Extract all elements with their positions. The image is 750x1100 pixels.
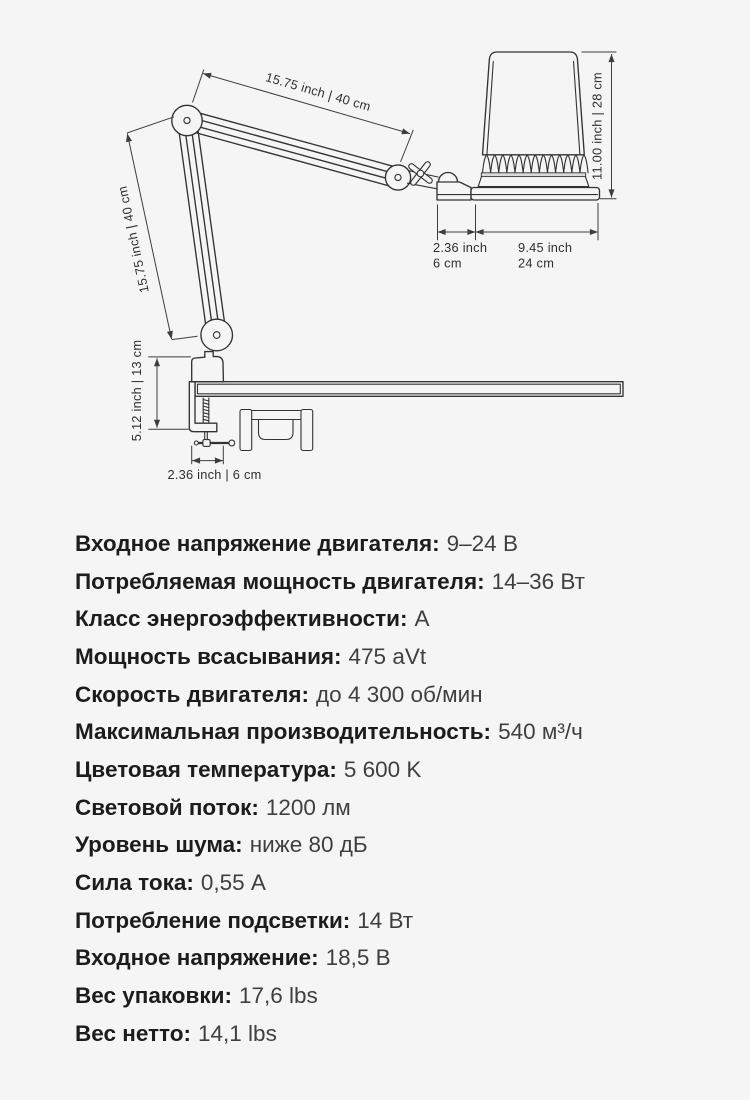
spec-row-luminous-flux (75, 789, 585, 827)
desk-table (195, 382, 623, 397)
spec-row-motor-voltage (75, 525, 585, 563)
spec-value: 540 м³/ч (498, 719, 583, 745)
spec-value: ниже 80 дБ (249, 832, 368, 858)
dim-base-widths (433, 203, 598, 271)
spec-label: Вес упаковки: (75, 983, 232, 1009)
spec-value: 14–36 Вт (491, 568, 585, 594)
lamp-dimension-diagram (0, 0, 750, 500)
joint-lower (201, 319, 233, 351)
dim-clamp-height (129, 340, 191, 441)
spec-label: Сила тока: (75, 870, 194, 896)
spec-label: Вес нетто: (75, 1020, 192, 1046)
desk-clamp (189, 382, 234, 447)
spec-row-current (75, 864, 585, 902)
spec-value: 0,55 А (200, 870, 266, 896)
spec-row-input-voltage (75, 940, 585, 978)
spec-row-light-consumption (75, 902, 585, 940)
spec-label: Уровень шума: (75, 832, 243, 858)
spec-row-motor-speed (75, 676, 585, 714)
spec-row-package-weight (75, 977, 585, 1015)
spec-value: 14,1 lbs (198, 1020, 277, 1046)
upper-arm (195, 113, 397, 186)
spec-label: Мощность всасывания: (75, 643, 342, 669)
dim-lower-arm (115, 117, 198, 340)
dim-clamp-height-label: 5.12 inch | 13 cm (129, 339, 144, 442)
spec-label: Входное напряжение: (75, 945, 319, 971)
spec-row-energy-class (75, 600, 585, 638)
spec-label: Максимальная производительность: (75, 719, 492, 745)
dim-base-front-inch-label: 2.36 inch (433, 240, 488, 255)
under-desk-bracket (240, 410, 313, 451)
joint-wrist (385, 165, 410, 190)
dim-base-main-cm-label: 24 cm (518, 255, 555, 271)
spec-value: 1200 лм (265, 794, 351, 820)
spec-row-noise-level (75, 827, 585, 865)
dim-clamp-width (167, 446, 261, 482)
spec-label: Класс энергоэффективности: (75, 606, 408, 632)
spec-value: 5 600 K (343, 756, 422, 782)
arm-mount (192, 352, 224, 382)
spec-value: 475 aVt (348, 643, 427, 669)
dim-base-front-cm-label: 6 cm (433, 255, 462, 271)
spec-row-color-temperature (75, 751, 585, 789)
spec-value: 17,6 lbs (238, 983, 318, 1009)
joint-elbow (172, 105, 202, 135)
dim-upper-arm-label: 15.75 inch | 40 cm (263, 69, 373, 115)
spec-label: Цветовая температура: (75, 756, 337, 782)
spec-row-net-weight (75, 1015, 585, 1053)
spec-label: Потребляемая мощность двигателя: (75, 568, 485, 594)
spec-row-motor-power (75, 563, 585, 601)
spec-row-suction-power (75, 638, 585, 676)
spec-row-max-throughput (75, 713, 585, 751)
spec-label: Световой поток: (75, 794, 259, 820)
spec-label: Скорость двигателя: (75, 681, 310, 707)
spec-value: 9–24 В (446, 530, 518, 556)
spec-value: А (414, 606, 430, 632)
dim-lower-arm-label: 15.75 inch | 40 cm (114, 184, 152, 295)
spec-list (75, 525, 585, 1053)
lamp-head-teeth (483, 156, 589, 173)
lower-arm (179, 130, 225, 332)
spec-value: 14 Вт (357, 907, 414, 933)
dim-head-height-label: 11.00 inch | 28 cm (589, 72, 605, 180)
dim-clamp-width-label: 2.36 inch | 6 cm (167, 467, 262, 482)
spec-value: до 4 300 об/мин (316, 681, 483, 707)
lamp-head (478, 52, 589, 187)
spec-label: Потребление подсветки: (75, 907, 351, 933)
dim-base-main-inch-label: 9.45 inch (518, 240, 573, 255)
spec-value: 18,5 В (325, 945, 391, 971)
spec-label: Входное напряжение двигателя: (75, 530, 440, 556)
dim-head-height (582, 52, 617, 199)
